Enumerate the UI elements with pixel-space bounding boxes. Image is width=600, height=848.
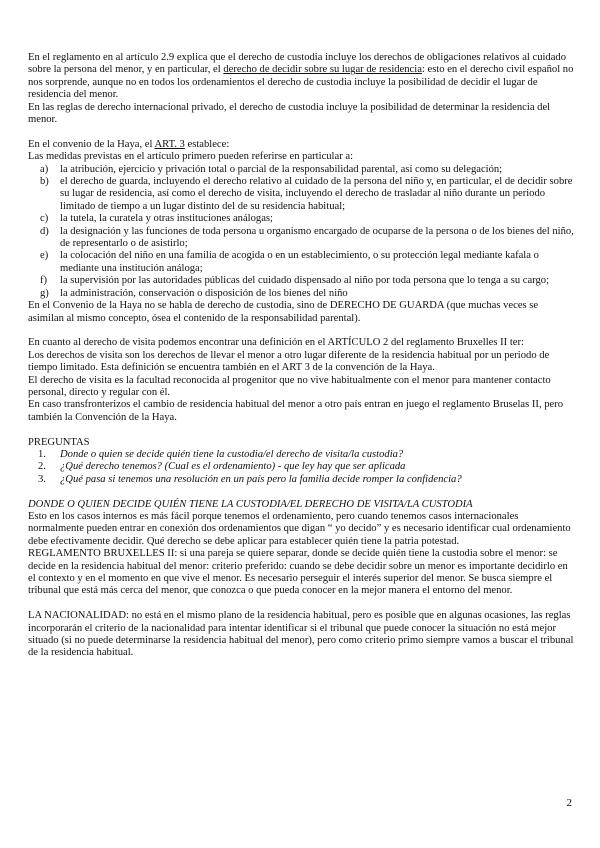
list-item-text: la colocación del niño en una familia de acogida o en un establecimiento, o su protección legal mediante kafala o mediante una institución análoga; bbox=[60, 250, 539, 274]
paragraph-derecho-visita: En cuanto al derecho de visita podemos encontrar una definición en el ARTÍCULO 2 del reglamento Bruxelles II ter: bbox=[28, 337, 524, 349]
list-item-text: la administración, conservación o disposición de los bienes del niño bbox=[60, 287, 348, 299]
list-item-text: la atribución, ejercicio y privación total o parcial de la responsabilidad parental, así como su delegación; bbox=[60, 163, 503, 175]
list-item bbox=[28, 250, 574, 275]
list-item bbox=[28, 449, 574, 461]
list-marker: d) bbox=[40, 225, 49, 237]
paragraph-nacionalidad: LA NACIONALIDAD: no está en el mismo plano de la residencia habitual, pero es posible que en algunas ocasiones, las reglas incorporarán el criterio de la nacionalidad para intentar identificar si el tribunal que puede conocer la situación no está mejor situado (si no puede determinarse la residencia habitual del menor), pero como criterio primo siempre vamos a buscar el tribunal de la residencia habitual. bbox=[28, 610, 574, 659]
list-item bbox=[28, 226, 574, 251]
list-item-text: la designación y las funciones de toda persona u organismo encargado de ocuparse de la persona o de los bienes del niño, de representarlo o de asistirlo; bbox=[60, 225, 574, 250]
list-item-text: la tutela, la curatela y otras instituciones análogas; bbox=[60, 213, 273, 225]
paragraph-convenio-haya bbox=[28, 139, 574, 151]
list-marker: c) bbox=[40, 213, 49, 225]
paragraph-medidas: Las medidas previstas en el artículo primero pueden referirse en particular a: bbox=[28, 151, 354, 163]
list-item-text: la supervisión por las autoridades públicas del cuidado dispensado al niño por toda persona que lo tenga a su cargo; bbox=[60, 275, 550, 287]
text-run: En el reglamento en al artículo 2.9 explica que el derecho de custodia incluye los derechos de obligaciones relativos al cuidado sobre la persona del menor, y en particular, el bbox=[28, 52, 567, 76]
list-item bbox=[28, 213, 574, 225]
list-marker: a) bbox=[40, 163, 49, 175]
list-item bbox=[28, 164, 574, 176]
list-item bbox=[28, 275, 574, 287]
list-marker: g) bbox=[40, 287, 49, 299]
list-marker: 1. bbox=[38, 448, 46, 460]
measures-list bbox=[28, 164, 574, 300]
underlined-phrase: derecho de decidir sobre su lugar de residencia bbox=[223, 64, 422, 76]
underlined-article: ART. 3 bbox=[154, 138, 185, 150]
text-run: : esto en el derecho civil español no nos sorprende, aunque no en todos los ordenamientos el derecho de custodia incluye la posibilidad de decidir el lugar de residencia del menor. bbox=[28, 64, 574, 101]
text-run: En el convenio de la Haya, el bbox=[28, 138, 155, 150]
questions-list bbox=[28, 449, 574, 486]
paragraph-custodia-reglamento bbox=[28, 52, 574, 102]
list-item bbox=[28, 176, 574, 213]
list-marker: b) bbox=[40, 176, 49, 188]
paragraph-casos-internos: Esto en los casos internos es más fácil porque tenemos el ordenamiento, pero cuando tenemos casos internacionales normalmente pueden entrar en conexión dos ordenamientos que digan “ yo decido” y es necesario identificar cual ordenamiento debe efectivamente decidir. Qué derecho se debe aplicar para establecer quién tiene la patria potestad. bbox=[28, 510, 571, 547]
list-marker: f) bbox=[40, 275, 48, 287]
list-item-text: el derecho de guarda, incluyendo el derecho relativo al cuidado de la persona del niño y, en particular, el de decidir sobre su lugar de residencia, así como el derecho de visita, incluyendo el derecho de trasladar al niño durante un periodo limitado de tiempo a un lugar distinto del de su residencia habitual; bbox=[60, 176, 573, 212]
text-run: establece: bbox=[184, 138, 230, 150]
paragraph-reglamento-bruxelles: REGLAMENTO BRUXELLES II: si una pareja se quiere separar, donde se decide quién tiene la custodia sobre el menor: se decide en la residencia habitual del menor: criterio preferido: cuando se debe decidir sobre un menor es importante decidirlo en el contexto y en el momento en que vive el menor. Es necesario perseguir el interés superior del menor. Se busca siempre el tribunal que está más cerca del menor, que conozca o que pueda conocer en la mejor manera el entorno del menor. bbox=[28, 548, 568, 597]
paragraph-derecho-guarda: En el Convenio de la Haya no se habla de derecho de custodia, sino de DERECHO DE GUARDA (que muchas veces se asimilan al mismo concepto, ósea el contenido de la responsabilidad parental). bbox=[28, 300, 539, 324]
paragraph-transfronterizo: En caso transfronterizos el cambio de residencia habitual del menor a otro país entran en juego el reglamento Bruselas II, pero también la Convención de la Haya. bbox=[28, 399, 564, 423]
preguntas-heading: PREGUNTAS bbox=[28, 436, 90, 448]
list-marker: 3. bbox=[38, 473, 46, 485]
list-item bbox=[28, 474, 574, 486]
list-item-text: Donde o quien se decide quién tiene la custodia/el derecho de visita/la custodia? bbox=[60, 448, 404, 460]
list-item bbox=[28, 288, 574, 300]
list-item-text: ¿Qué pasa si tenemos una resolución en un país pero la familia decide romper la confidencia? bbox=[60, 473, 462, 485]
list-item-text: ¿Qué derecho tenemos? (Cual es el ordenamiento) - que ley hay que ser aplicada bbox=[60, 461, 406, 473]
list-item bbox=[28, 461, 574, 473]
page-number: 2 bbox=[566, 797, 572, 809]
paragraph-dip: En las reglas de derecho internacional privado, el derecho de custodia incluye la posibilidad de determinar la residencia del menor. bbox=[28, 101, 551, 126]
section-heading-custodia: DONDE O QUIEN DECIDE QUIÉN TIENE LA CUSTODIA/EL DERECHO DE VISITA/LA CUSTODIA bbox=[28, 498, 473, 510]
document-page bbox=[28, 52, 574, 660]
paragraph-definicion-visita: Los derechos de visita son los derechos de llevar el menor a otro lugar diferente de la residencia habitual por un periodo de tiempo limitado. Esta definición se encuentra también en el ART 3 de la convención de la Haya. bbox=[28, 349, 550, 374]
list-marker: e) bbox=[40, 250, 49, 262]
list-marker: 2. bbox=[38, 461, 46, 473]
paragraph-facultad: El derecho de visita es la facultad reconocida al progenitor que no vive habitualmente con el menor para mantener contacto personal, directo y regular con él. bbox=[28, 374, 551, 398]
